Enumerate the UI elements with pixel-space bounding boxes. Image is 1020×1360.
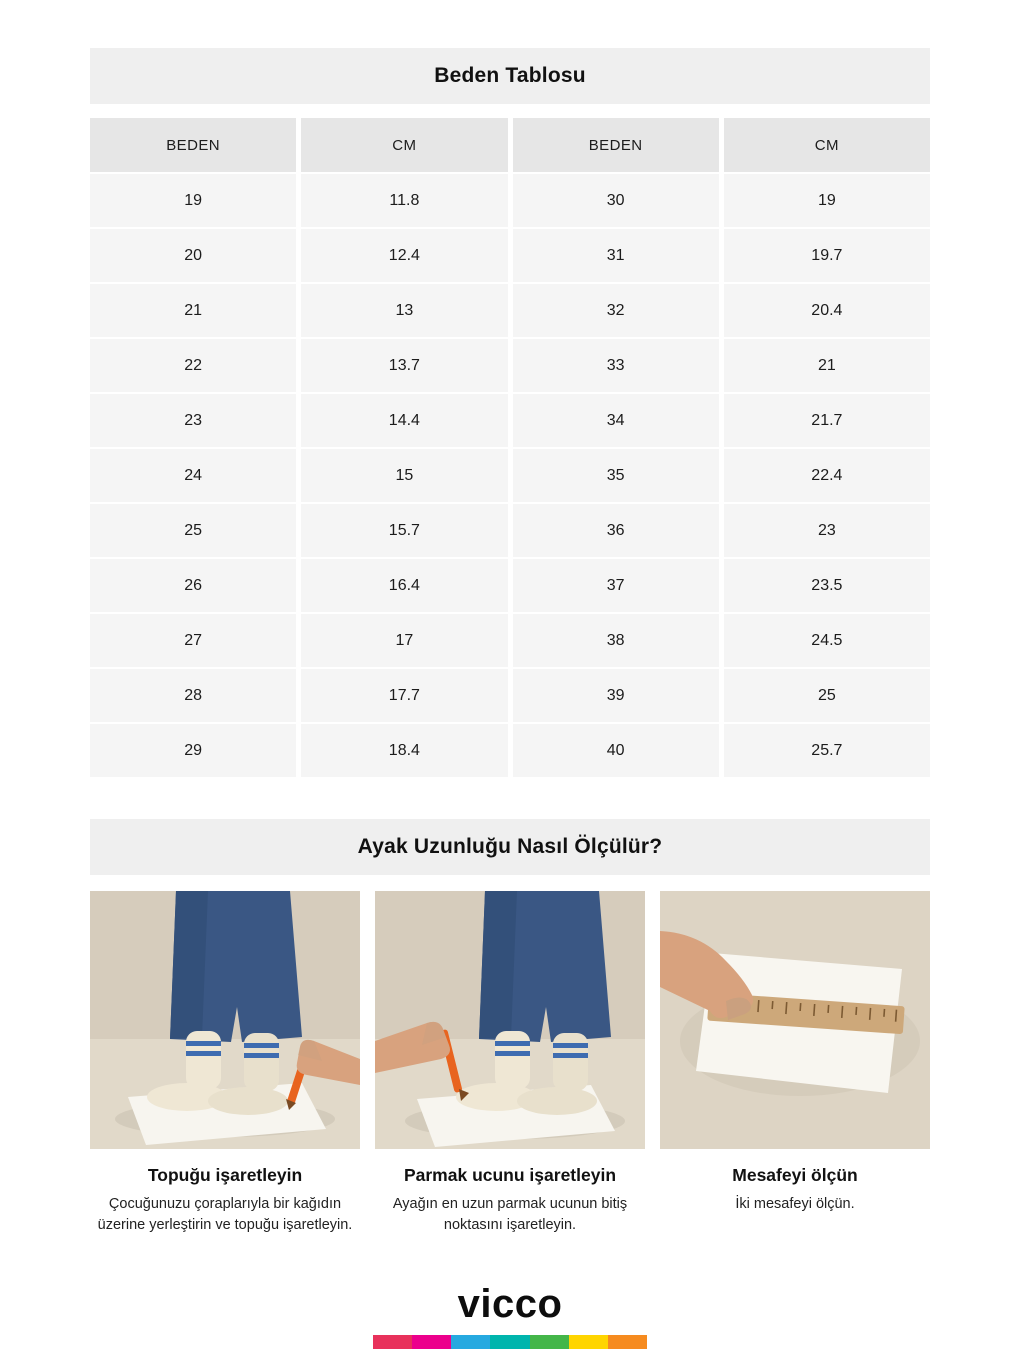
step-title: Parmak ucunu işaretleyin	[403, 1165, 617, 1185]
size-table-cell: 40	[513, 724, 719, 777]
step-title: Topuğu işaretleyin	[147, 1165, 303, 1185]
size-table-cell: 26	[90, 559, 296, 612]
measure-ruler-photo	[660, 891, 930, 1149]
right-foot	[208, 1087, 288, 1115]
size-table-cell: 20	[90, 229, 296, 282]
stripe-color-segment	[412, 1335, 451, 1349]
stripe-color-segment	[608, 1335, 647, 1349]
size-table-cell: 12.4	[301, 229, 507, 282]
size-table-cell: 32	[513, 284, 719, 337]
step-mark-heel	[90, 891, 360, 1236]
left-sock-stripe	[495, 1041, 530, 1046]
size-table-cell: 37	[513, 559, 719, 612]
size-table-cell: 25	[724, 669, 930, 722]
left-sock-stripe	[186, 1041, 221, 1046]
size-table-cell: 15.7	[301, 504, 507, 557]
size-table-cell: 13	[301, 284, 507, 337]
right-foot	[517, 1087, 597, 1115]
left-sock	[495, 1031, 530, 1089]
step-description: İki mesafeyi ölçün.	[735, 1196, 855, 1212]
measure-steps	[90, 891, 930, 1236]
page-title: Beden Tablosu	[434, 64, 586, 87]
mark-heel-photo	[90, 891, 360, 1149]
column-header-beden-right: BEDEN	[513, 118, 719, 172]
size-table-cell: 34	[513, 394, 719, 447]
size-table-cell: 15	[301, 449, 507, 502]
column-header-cm-left: CM	[301, 118, 507, 172]
step-mark-toe	[375, 891, 645, 1236]
left-sock	[186, 1031, 221, 1089]
brand-footer	[90, 1282, 930, 1349]
size-table-cell: 13.7	[301, 339, 507, 392]
size-table-cell: 36	[513, 504, 719, 557]
stripe-color-segment	[373, 1335, 412, 1349]
size-table-cell: 20.4	[724, 284, 930, 337]
step-description: Ayağın en uzun parmak ucunun bitiş noktasını işaretleyin.	[392, 1196, 628, 1234]
column-header-beden-left: BEDEN	[90, 118, 296, 172]
brand-color-stripe	[373, 1335, 647, 1349]
size-table-cell: 25	[90, 504, 296, 557]
size-table-cell: 23	[724, 504, 930, 557]
size-table-cell: 19	[724, 174, 930, 227]
stripe-color-segment	[451, 1335, 490, 1349]
measure-section-title-bar	[90, 819, 930, 875]
size-table-cell: 22.4	[724, 449, 930, 502]
left-sock-stripe	[186, 1051, 221, 1056]
stripe-color-segment	[530, 1335, 569, 1349]
size-table-cell: 29	[90, 724, 296, 777]
jeans-shading	[170, 891, 208, 1039]
size-table-cell: 38	[513, 614, 719, 667]
size-table	[90, 118, 930, 777]
size-table-cell: 24	[90, 449, 296, 502]
mark-toe-photo	[375, 891, 645, 1149]
size-table-cell: 21	[724, 339, 930, 392]
right-sock	[244, 1033, 279, 1091]
right-sock	[553, 1033, 588, 1091]
size-table-cell: 17	[301, 614, 507, 667]
size-table-title-bar	[90, 48, 930, 104]
size-table-cell: 21.7	[724, 394, 930, 447]
size-table-cell: 19.7	[724, 229, 930, 282]
size-table-cell: 35	[513, 449, 719, 502]
size-table-cell: 21	[90, 284, 296, 337]
size-table-cell: 27	[90, 614, 296, 667]
step-measure-distance	[660, 891, 930, 1236]
stripe-color-segment	[569, 1335, 608, 1349]
left-sock-stripe	[495, 1051, 530, 1056]
right-sock-stripe	[244, 1053, 279, 1058]
step-description: Çocuğunuzu çoraplarıyla bir kağıdın üzerine yerleştirin ve topuğu işaretleyin.	[97, 1196, 353, 1234]
size-table-cell: 18.4	[301, 724, 507, 777]
size-table-cell: 25.7	[724, 724, 930, 777]
size-table-cell: 31	[513, 229, 719, 282]
size-table-cell: 22	[90, 339, 296, 392]
stripe-color-segment	[490, 1335, 529, 1349]
size-table-cell: 14.4	[301, 394, 507, 447]
size-table-cell: 30	[513, 174, 719, 227]
step-title: Mesafeyi ölçün	[732, 1165, 858, 1185]
jeans-shading	[479, 891, 517, 1039]
size-table-cell: 23	[90, 394, 296, 447]
size-table-cell: 24.5	[724, 614, 930, 667]
measure-section-title: Ayak Uzunluğu Nasıl Ölçülür?	[357, 835, 663, 858]
size-table-cell: 23.5	[724, 559, 930, 612]
right-sock-stripe	[244, 1043, 279, 1048]
size-table-cell: 17.7	[301, 669, 507, 722]
right-sock-stripe	[553, 1043, 588, 1048]
size-table-cell: 16.4	[301, 559, 507, 612]
vicco-logo: vicco	[457, 1282, 563, 1327]
size-table-cell: 11.8	[301, 174, 507, 227]
size-table-cell: 19	[90, 174, 296, 227]
right-sock-stripe	[553, 1053, 588, 1058]
size-table-cell: 28	[90, 669, 296, 722]
size-table-cell: 39	[513, 669, 719, 722]
size-table-cell: 33	[513, 339, 719, 392]
column-header-cm-right: CM	[724, 118, 930, 172]
